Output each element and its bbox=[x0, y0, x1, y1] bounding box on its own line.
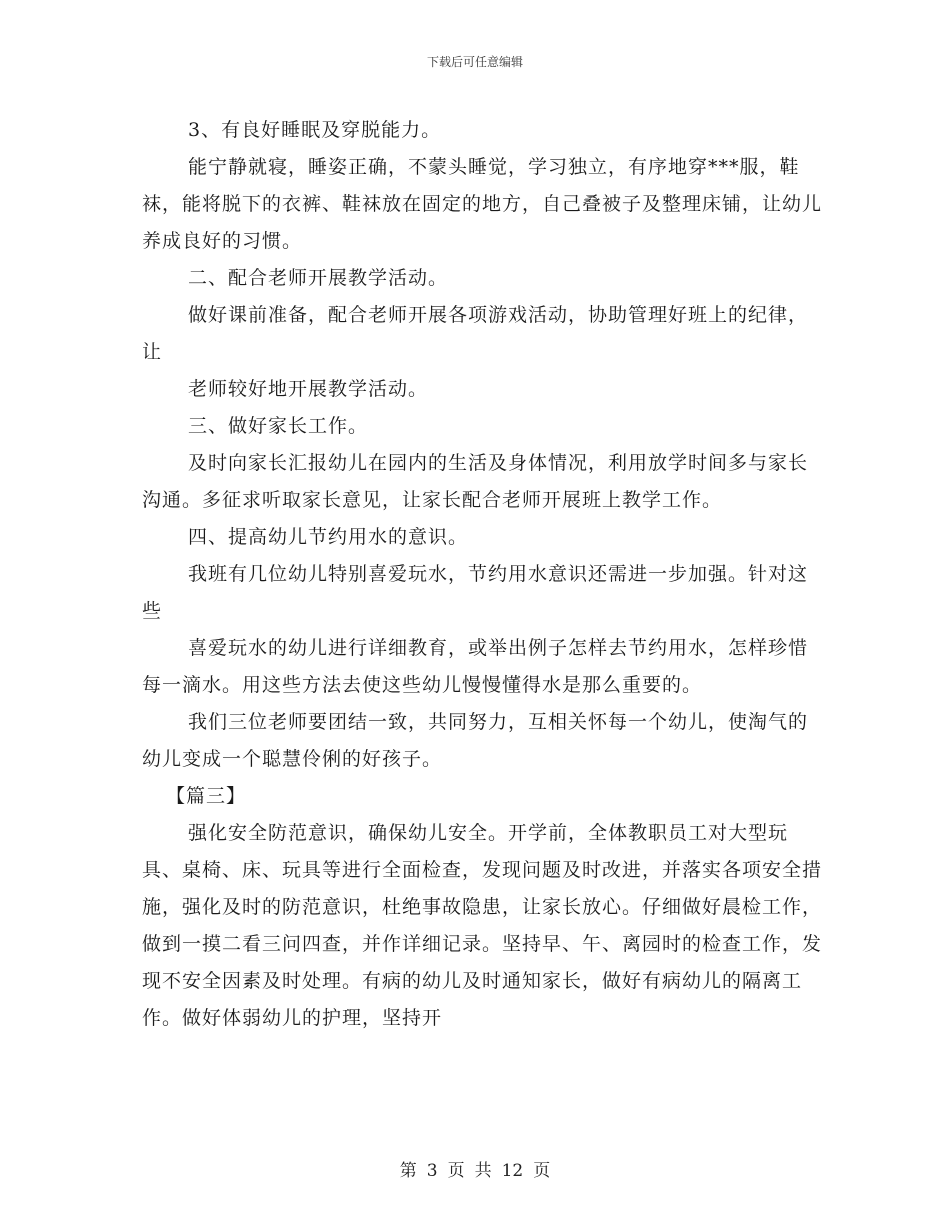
paragraph: 3、有良好睡眠及穿脱能力。 bbox=[188, 119, 442, 141]
paragraph: 做好课前准备，配合老师开展各项游戏活动，协助管理好班上的纪律，让 bbox=[142, 304, 809, 363]
page-label-prefix: 第 bbox=[399, 1161, 417, 1181]
section-heading: 四、提高幼儿节约用水的意识。 bbox=[188, 526, 469, 548]
page-footer bbox=[0, 1156, 950, 1181]
section-heading: 二、配合老师开展教学活动。 bbox=[188, 267, 449, 289]
page-current: 3 bbox=[426, 1161, 438, 1181]
page-header-note: 下载后可任意编辑 bbox=[426, 55, 523, 69]
paragraph: 能宁静就寝，睡姿正确，不蒙头睡觉，学习独立，有序地穿***服，鞋袜，能将脱下的衣裤、鞋袜放在固定的地方，自己叠被子及整理床铺，让幼儿养成良好的习惯。 bbox=[142, 156, 823, 252]
section-heading: 三、做好家长工作。 bbox=[188, 415, 369, 437]
paragraph: 我班有几位幼儿特别喜爱玩水，节约用水意识还需进一步加强。针对这些 bbox=[142, 563, 809, 622]
paragraph: 喜爱玩水的幼儿进行详细教育，或举出例子怎样去节约用水，怎样珍惜每一滴水。用这些方法去使这些幼儿慢慢懂得水是那么重要的。 bbox=[142, 637, 809, 696]
document-body bbox=[142, 112, 822, 1037]
paragraph: 老师较好地开展教学活动。 bbox=[188, 378, 429, 400]
paragraph: 强化安全防范意识，确保幼儿安全。开学前，全体教职员工对大型玩具、桌椅、床、玩具等进行全面检查，发现问题及时改进，并落实各项安全措施，强化及时的防范意识，杜绝事故隐患，让家长放心。仔细做好晨检工作，做到一摸二看三问四查，并作详细记录。坚持早、午、离园时的检查工作，发现不安全因素及时处理。有病的幼儿及时通知家长，做好有病幼儿的隔离工作。做好体弱幼儿的护理，坚持开 bbox=[142, 822, 823, 1029]
page-label-mid: 页 bbox=[447, 1161, 465, 1181]
page-label-total-prefix: 共 bbox=[474, 1161, 492, 1181]
page-label-suffix: 页 bbox=[533, 1161, 551, 1181]
paragraph: 我们三位老师要团结一致，共同努力，互相关怀每一个幼儿，使淘气的幼儿变成一个聪慧伶俐的好孩子。 bbox=[142, 711, 809, 770]
section-tag: 【篇三】 bbox=[166, 785, 247, 807]
page-total: 12 bbox=[501, 1161, 524, 1181]
paragraph: 及时向家长汇报幼儿在园内的生活及身体情况，利用放学时间多与家长沟通。多征求听取家长意见，让家长配合老师开展班上教学工作。 bbox=[142, 452, 809, 511]
